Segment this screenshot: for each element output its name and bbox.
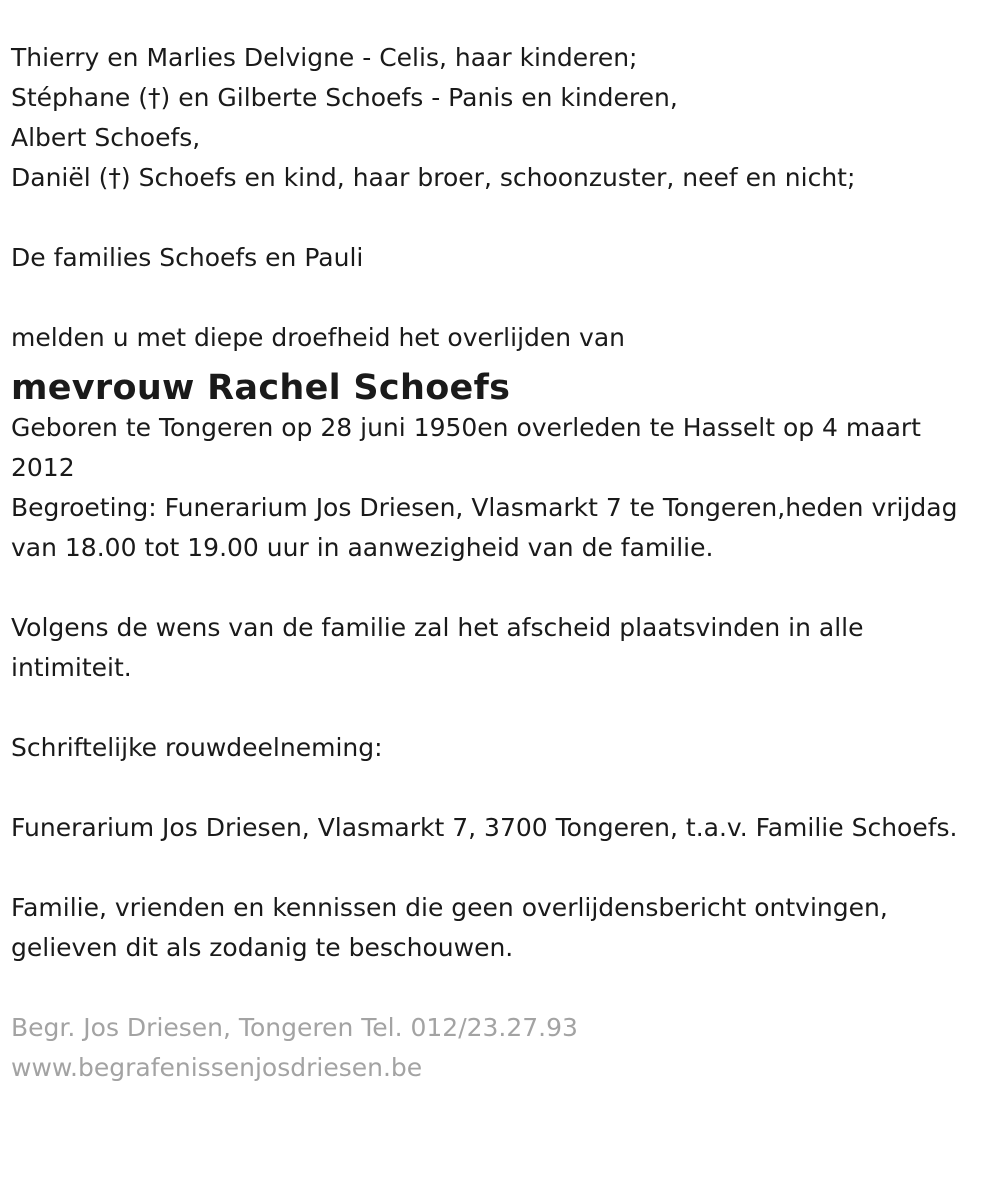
spacer <box>11 688 990 728</box>
spacer <box>11 768 990 808</box>
family-line-5: De families Schoefs en Pauli <box>11 243 364 272</box>
website-link[interactable]: www.begrafenissenjosdriesen.be <box>11 1053 423 1082</box>
spacer <box>11 198 990 238</box>
deceased-name: mevrouw Rachel Schoefs <box>11 368 511 408</box>
spacer <box>11 848 990 888</box>
family-line-1: Thierry en Marlies Delvigne - Celis, haar kinderen; <box>11 43 638 72</box>
spacer <box>11 278 990 318</box>
spacer <box>11 968 990 1008</box>
spacer <box>11 568 990 608</box>
family-line-2: Stéphane (†) en Gilberte Schoefs - Panis en kinderen, <box>11 83 678 112</box>
greeting-text: Begroeting: Funerarium Jos Driesen, Vlasmarkt 7 te Tongeren,heden vrijdag van 18.00 tot 19.00 uur in aanwezigheid van de familie. <box>11 493 958 562</box>
birth-death-text: Geboren te Tongeren op 28 juni 1950en overleden te Hasselt op 4 maart 2012 <box>11 413 921 482</box>
farewell-text: Volgens de wens van de familie zal het afscheid plaatsvinden in alle intimiteit. <box>11 613 864 682</box>
undertaker-info: Begr. Jos Driesen, Tongeren Tel. 012/23.27.93 <box>11 1013 578 1042</box>
family-line-4: Daniël (†) Schoefs en kind, haar broer, schoonzuster, neef en nicht; <box>11 163 856 192</box>
family-line-3: Albert Schoefs, <box>11 123 201 152</box>
condolence-address: Funerarium Jos Driesen, Vlasmarkt 7, 3700 Tongeren, t.a.v. Familie Schoefs. <box>11 813 958 842</box>
condolence-label: Schriftelijke rouwdeelneming: <box>11 733 383 762</box>
notice-text: Familie, vrienden en kennissen die geen overlijdensbericht ontvingen, gelieven dit als zodanig te beschouwen. <box>11 893 888 962</box>
announcement-text: melden u met diepe droefheid het overlijden van <box>11 323 626 352</box>
